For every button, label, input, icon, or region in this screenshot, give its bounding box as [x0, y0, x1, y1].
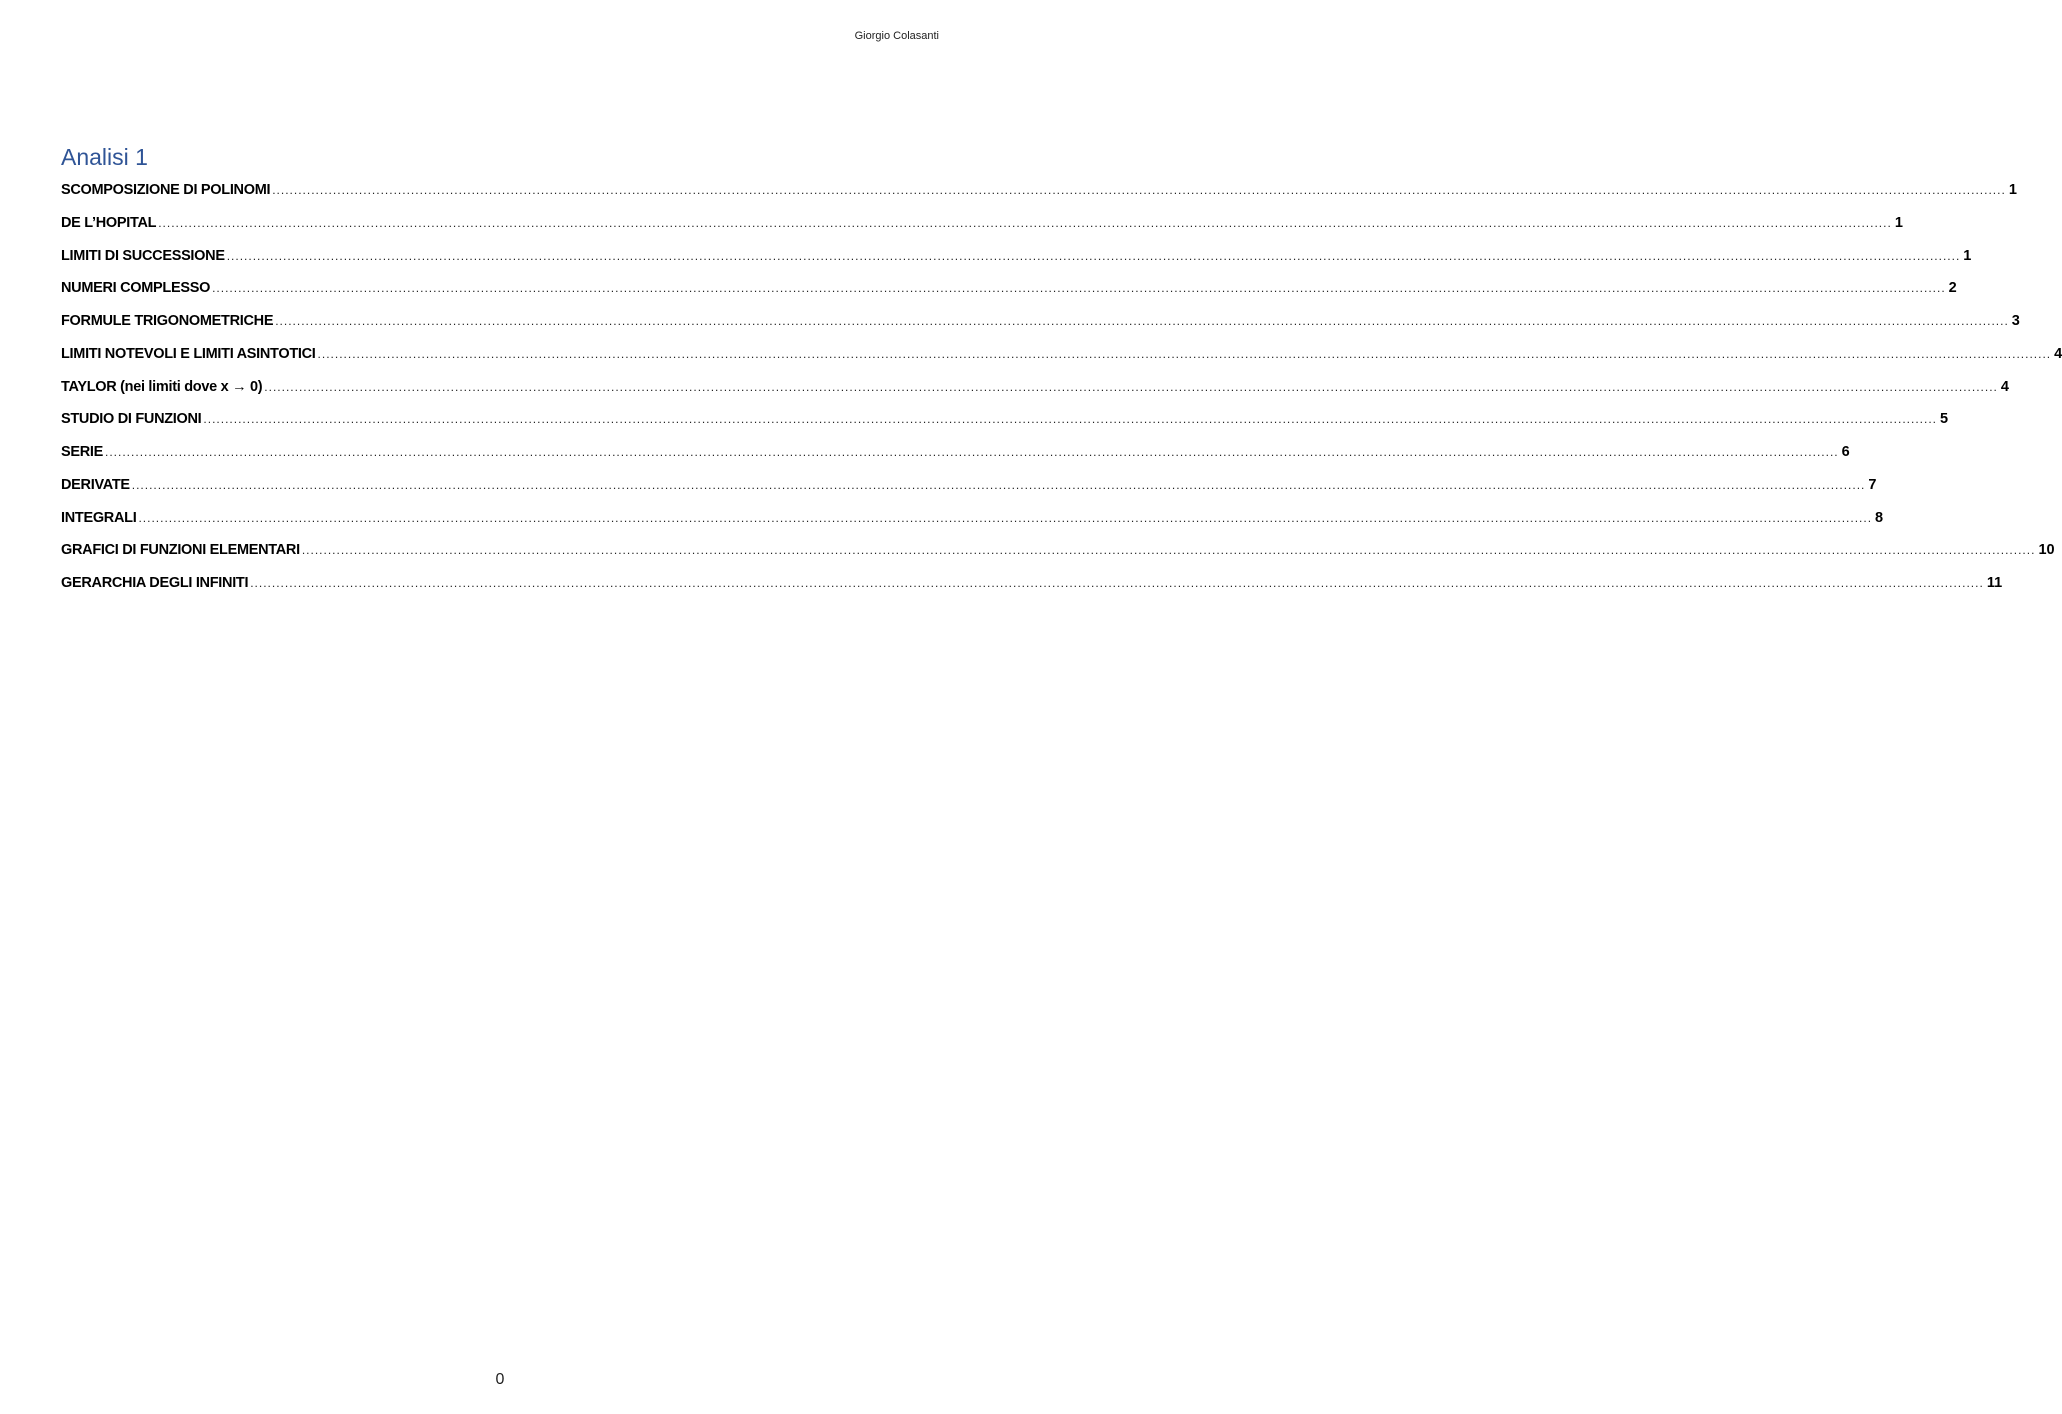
toc-entry-page-number[interactable]: 4	[2000, 378, 2009, 395]
toc-entry-label[interactable]: GRAFICI DI FUNZIONI ELEMENTARI	[61, 542, 300, 559]
toc-dot-leader: ................................................................................................................................................................................................................................................................................................................................................................................................................	[212, 281, 1946, 296]
toc-entry[interactable]	[61, 538, 2055, 571]
toc-entry-label[interactable]: LIMITI NOTEVOLI E LIMITI ASINTOTICI	[61, 345, 316, 362]
toc-dot-leader: ................................................................................................................................................................................................................................................................................................................................................................................................................	[301, 543, 2036, 558]
toc-entry-page-number[interactable]: 4	[2054, 345, 2062, 362]
toc-entry[interactable]	[61, 244, 1972, 277]
toc-dot-leader: ................................................................................................................................................................................................................................................................................................................................................................................................................	[264, 379, 1998, 394]
toc-dot-leader: ................................................................................................................................................................................................................................................................................................................................................................................................................	[203, 412, 1937, 427]
toc-entry[interactable]	[61, 178, 2017, 211]
toc-entry-page-number[interactable]: 2	[1948, 280, 1957, 297]
toc-entry[interactable]	[61, 506, 1884, 539]
toc-entry[interactable]	[61, 473, 1877, 506]
toc-dot-leader: ................................................................................................................................................................................................................................................................................................................................................................................................................	[272, 183, 2006, 197]
toc-entry[interactable]	[61, 211, 1903, 244]
toc-dot-leader: ................................................................................................................................................................................................................................................................................................................................................................................................................	[250, 576, 1984, 590]
table-of-contents	[61, 178, 2062, 604]
toc-entry-label[interactable]: NUMERI COMPLESSO	[61, 280, 211, 297]
toc-entry-page-number[interactable]: 7	[1868, 476, 1877, 493]
toc-entry-page-number[interactable]: 6	[1841, 444, 1850, 460]
toc-dot-leader: ................................................................................................................................................................................................................................................................................................................................................................................................................	[317, 346, 2052, 361]
toc-entry[interactable]	[61, 375, 2009, 408]
toc-entry-page-number[interactable]: 10	[2038, 542, 2055, 559]
toc-dot-leader: ................................................................................................................................................................................................................................................................................................................................................................................................................	[138, 510, 1873, 525]
toc-entry[interactable]	[61, 342, 2062, 375]
toc-entry-label[interactable]: FORMULE TRIGONOMETRICHE	[61, 313, 274, 329]
toc-entry[interactable]	[61, 276, 1957, 309]
toc-entry-label[interactable]: LIMITI DI SUCCESSIONE	[61, 247, 225, 264]
toc-dot-leader: ................................................................................................................................................................................................................................................................................................................................................................................................................	[131, 477, 1866, 492]
toc-dot-leader: ................................................................................................................................................................................................................................................................................................................................................................................................................	[158, 215, 1892, 230]
toc-dot-leader: ................................................................................................................................................................................................................................................................................................................................................................................................................	[275, 314, 2009, 328]
toc-entry-page-number[interactable]: 5	[1940, 411, 1949, 428]
toc-entry[interactable]	[61, 309, 2020, 342]
toc-entry-label[interactable]: GERARCHIA DEGLI INFINITI	[61, 575, 249, 591]
toc-dot-leader: ................................................................................................................................................................................................................................................................................................................................................................................................................	[105, 445, 1839, 459]
toc-entry-page-number[interactable]: 1	[1894, 214, 1903, 231]
toc-entry-page-number[interactable]: 3	[2011, 313, 2020, 329]
toc-entry-label[interactable]: STUDIO DI FUNZIONI	[61, 411, 202, 428]
toc-entry-page-number[interactable]: 8	[1875, 509, 1884, 526]
toc-entry-label[interactable]: DE L’HOPITAL	[61, 214, 157, 231]
toc-entry-page-number[interactable]: 11	[1986, 575, 2003, 591]
toc-entry-label[interactable]: SCOMPOSIZIONE DI POLINOMI	[61, 182, 271, 198]
toc-entry[interactable]	[61, 571, 2003, 604]
toc-entry-page-number[interactable]: 1	[1963, 247, 1972, 264]
toc-entry-label[interactable]: SERIE	[61, 444, 104, 460]
header-author: Giorgio Colasanti	[854, 30, 939, 42]
toc-title: Analisi 1	[61, 144, 148, 170]
toc-entry-page-number[interactable]: 1	[2008, 182, 2017, 198]
toc-entry-label[interactable]: DERIVATE	[61, 476, 130, 493]
toc-dot-leader: ................................................................................................................................................................................................................................................................................................................................................................................................................	[226, 248, 1961, 263]
toc-entry[interactable]	[61, 440, 1850, 473]
toc-entry[interactable]	[61, 407, 1949, 440]
toc-entry-label[interactable]: TAYLOR (nei limiti dove x → 0)	[61, 378, 263, 395]
toc-entry-label[interactable]: INTEGRALI	[61, 509, 137, 526]
page-number: 0	[495, 1371, 505, 1388]
